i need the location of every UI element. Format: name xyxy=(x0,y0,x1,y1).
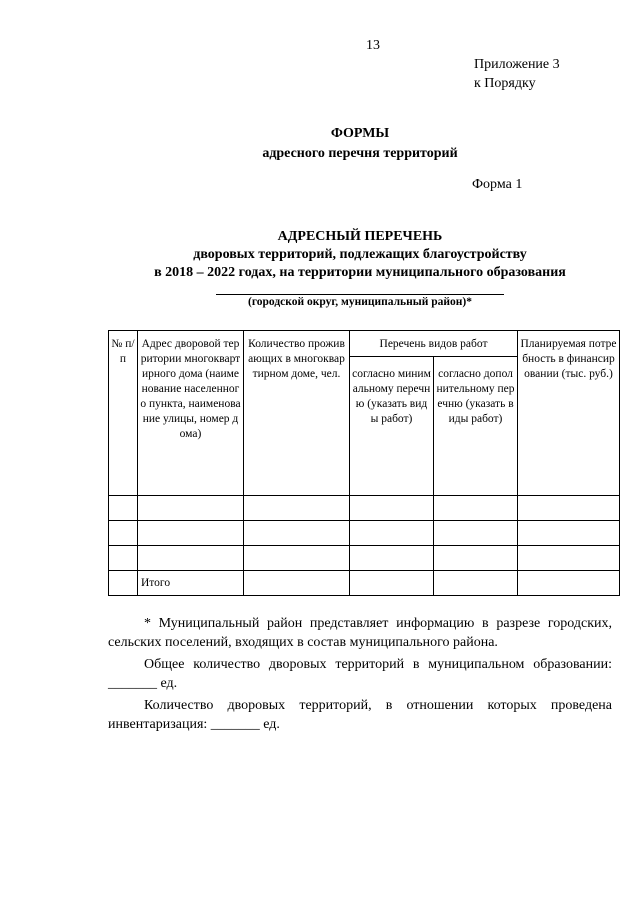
municipality-caption: (городской округ, муниципальный район)* xyxy=(248,296,472,308)
table-cell[interactable] xyxy=(434,546,518,571)
table-row-total xyxy=(109,571,620,596)
total-count-note: Общее количество дворовых территорий в муниципальном образовании: _______ ед. xyxy=(108,657,612,691)
list-title-line-3: в 2018 – 2022 годах, на территории муниципального образования xyxy=(154,265,566,280)
table-cell[interactable] xyxy=(350,571,434,596)
list-title-line-2: дворовых территорий, подлежащих благоустройству xyxy=(193,247,527,262)
table-row xyxy=(109,521,620,546)
table-cell[interactable] xyxy=(138,521,244,546)
appendix-reference xyxy=(474,55,560,93)
table-cell[interactable] xyxy=(109,571,138,596)
table-cell[interactable] xyxy=(244,521,350,546)
table-cell[interactable] xyxy=(109,521,138,546)
header-residents: Количество проживающих в многоквартирном доме, чел. xyxy=(244,331,350,496)
table-cell[interactable] xyxy=(350,546,434,571)
appendix-line-1: Приложение 3 xyxy=(474,57,560,72)
header-num: № п/п xyxy=(109,331,138,496)
forms-title xyxy=(0,124,640,164)
municipality-fill-line[interactable] xyxy=(216,294,504,295)
forms-title-line-2: адресного перечня территорий xyxy=(262,146,458,161)
table-cell[interactable] xyxy=(518,496,620,521)
header-works-extra: согласно дополнительному перечню (указать виды работ) xyxy=(434,357,518,496)
list-title xyxy=(0,228,640,282)
header-works-min: согласно минимальному перечню (указать виды работ) xyxy=(350,357,434,496)
header-address: Адрес дворовой территории многоквартирного дома (наименование населенного пункта, наименование улицы, номер дома) xyxy=(138,331,244,496)
table-cell[interactable] xyxy=(244,571,350,596)
table-cell[interactable] xyxy=(518,571,620,596)
form-label: Форма 1 xyxy=(472,177,523,192)
table-cell[interactable] xyxy=(434,496,518,521)
table-cell[interactable] xyxy=(434,521,518,546)
notes xyxy=(108,614,612,737)
total-label: Итого xyxy=(138,571,244,596)
table-cell[interactable] xyxy=(244,496,350,521)
table-cell[interactable] xyxy=(109,546,138,571)
table-cell[interactable] xyxy=(518,546,620,571)
table-cell[interactable] xyxy=(350,496,434,521)
table-row xyxy=(109,546,620,571)
header-works: Перечень видов работ xyxy=(350,331,518,357)
page-number: 13 xyxy=(366,38,380,53)
table-row xyxy=(109,496,620,521)
address-list-table xyxy=(108,330,620,596)
list-title-line-1: АДРЕСНЫЙ ПЕРЕЧЕНЬ xyxy=(277,229,443,244)
table-cell[interactable] xyxy=(138,546,244,571)
table-cell[interactable] xyxy=(138,496,244,521)
footnote: * Муниципальный район представляет информацию в разрезе городских, сельских поселений, входящих в состав муниципального района. xyxy=(108,616,612,650)
inventory-count-note: Количество дворовых территорий, в отношении которых проведена инвентаризация: _______ ед. xyxy=(108,698,612,732)
appendix-line-2: к Порядку xyxy=(474,76,536,91)
table-cell[interactable] xyxy=(350,521,434,546)
table-cell[interactable] xyxy=(244,546,350,571)
header-funding: Планируемая потребность в финансировании (тыс. руб.) xyxy=(518,331,620,496)
table-cell[interactable] xyxy=(109,496,138,521)
table-cell[interactable] xyxy=(518,521,620,546)
table-cell[interactable] xyxy=(434,571,518,596)
forms-title-line-1: ФОРМЫ xyxy=(330,126,390,141)
